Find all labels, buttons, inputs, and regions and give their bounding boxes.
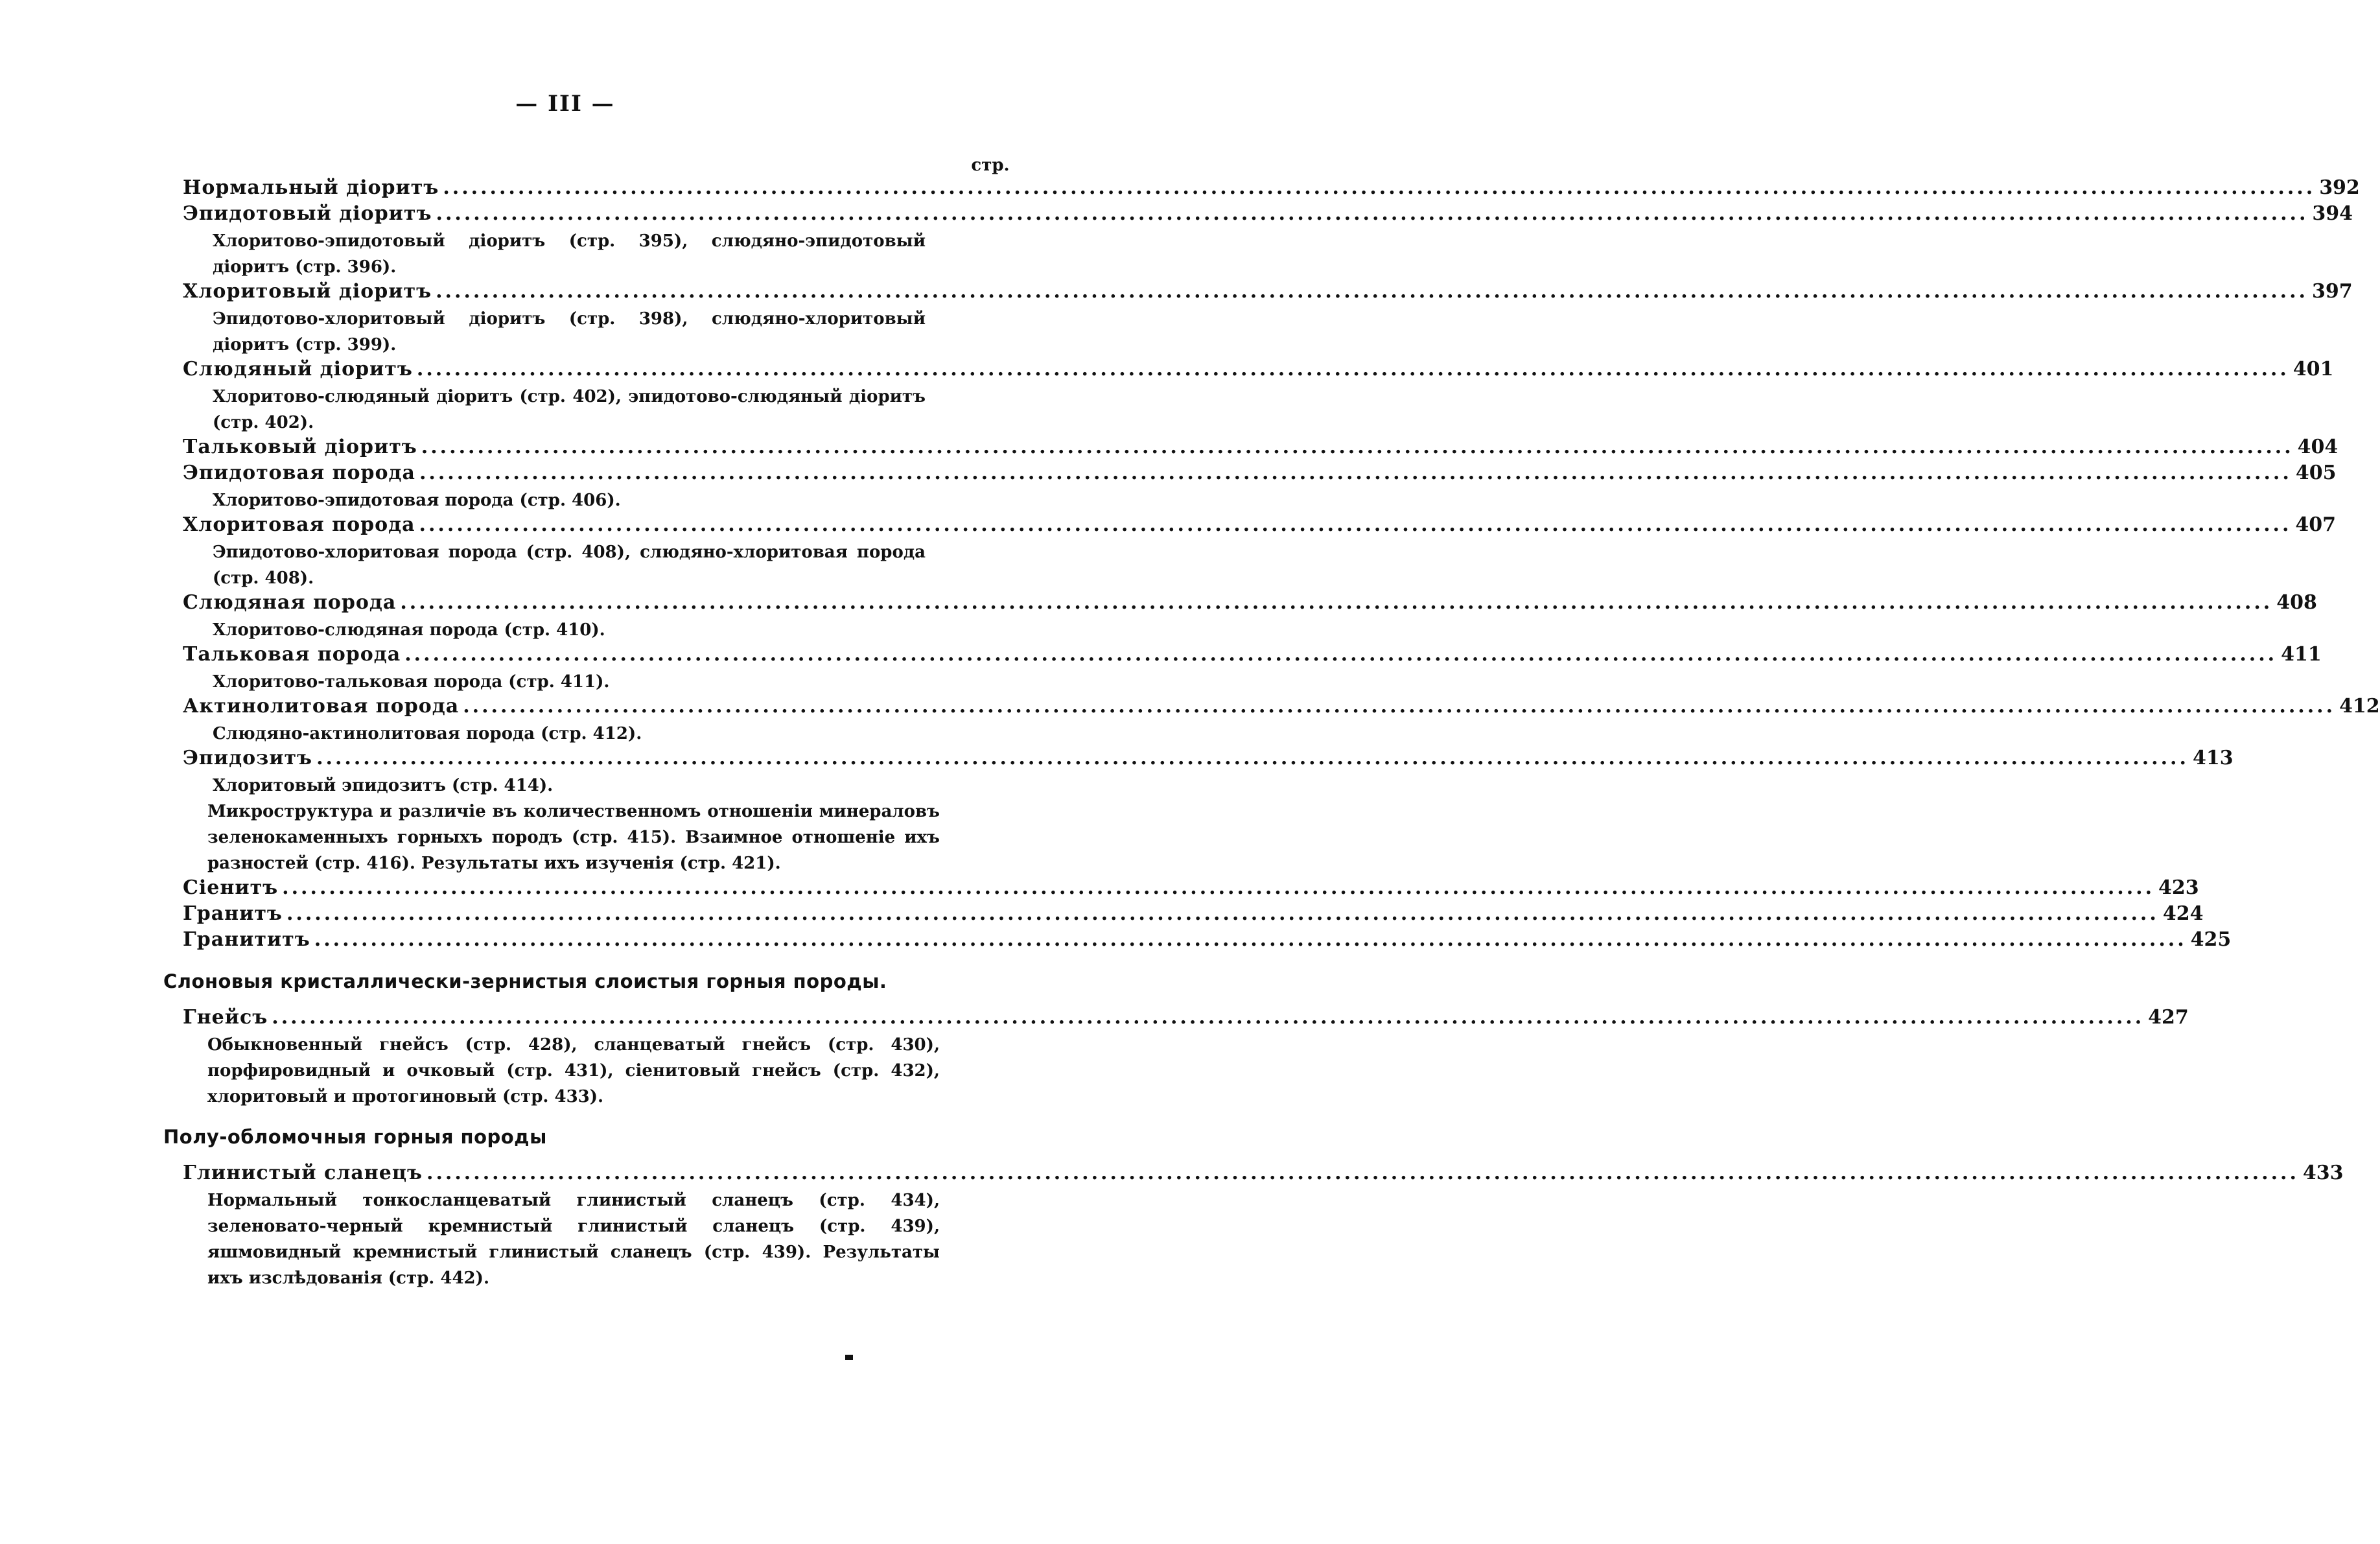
leader-dots: ........................................................................................................................................................................................................ bbox=[400, 591, 2273, 614]
toc-entry bbox=[183, 695, 2380, 721]
toc-entry-page: 433 bbox=[2302, 1162, 2344, 1184]
toc-entry-title: Гранититъ bbox=[183, 928, 310, 951]
toc-entry-page: 423 bbox=[2158, 876, 2199, 899]
toc-entry bbox=[183, 902, 2204, 928]
leader-dots: ........................................................................................................................................................................................................ bbox=[404, 643, 2278, 666]
toc-entry-page: 405 bbox=[2295, 462, 2337, 484]
toc-entry-page: 408 bbox=[2276, 591, 2317, 614]
toc-entry-page: 425 bbox=[2190, 928, 2232, 951]
toc-entry-page: 411 bbox=[2281, 643, 2322, 666]
table-of-contents bbox=[163, 176, 2380, 1291]
toc-entry bbox=[183, 358, 2334, 384]
leader-dots: ........................................................................................................................................................................................................ bbox=[426, 1162, 2299, 1184]
toc-sub-entry: Нормальный тонкосланцеватый глинистый сланецъ (стр. 434), зеленовато-черный кремнистый глинистый сланецъ (стр. 439), яшмовидный кремнистый глинистый сланецъ (стр. 439). Результаты ихъ изслѣдованія (стр. 442). bbox=[207, 1191, 940, 1288]
toc-main-list bbox=[183, 176, 2380, 954]
toc-entry bbox=[183, 436, 2339, 462]
toc-entry-page: 424 bbox=[2162, 902, 2204, 925]
toc-entry-page: 392 bbox=[2319, 176, 2360, 199]
toc-entry-title: Эпидозитъ bbox=[183, 747, 313, 769]
toc-entry-page: 412 bbox=[2339, 695, 2380, 718]
toc-entry bbox=[183, 591, 2317, 617]
toc-section1-list bbox=[183, 1006, 2189, 1110]
toc-sub-entry: Микроструктура и различіе въ количественномъ отношеніи минераловъ зеленокаменныхъ горныхъ породъ (стр. 415). Взаимное отношеніе ихъ разностей (стр. 416). Результаты ихъ изученія (стр. 421). bbox=[207, 802, 940, 873]
leader-dots: ........................................................................................................................................................................................................ bbox=[443, 176, 2316, 199]
toc-entry-title: Эпидотовый діоритъ bbox=[183, 202, 432, 225]
toc-entry-page: 413 bbox=[2192, 747, 2234, 769]
leader-dots: ........................................................................................................................................................................................................ bbox=[416, 358, 2289, 380]
toc-entry-title: Глинистый сланецъ bbox=[183, 1162, 423, 1184]
leader-dots: ........................................................................................................................................................................................................ bbox=[316, 747, 2189, 769]
toc-sub-entry: Обыкновенный гнейсъ (стр. 428), сланцеватый гнейсъ (стр. 430), порфировидный и очковый (стр. 431), сіенитовый гнейсъ (стр. 432), хлоритовый и протогиновый (стр. 433). bbox=[207, 1035, 940, 1106]
toc-entry-title: Слюдяная порода bbox=[183, 591, 397, 614]
toc-entry-title: Тальковая порода bbox=[183, 643, 401, 666]
toc-entry-title: Эпидотовая порода bbox=[183, 462, 415, 484]
toc-sub-entry: Слюдяно-актинолитовая порода (стр. 412). bbox=[213, 724, 642, 743]
print-mark bbox=[845, 1355, 853, 1360]
leader-dots: ........................................................................................................................................................................................................ bbox=[314, 928, 2187, 951]
toc-entry bbox=[183, 462, 2337, 487]
toc-entry-title: Нормальный діоритъ bbox=[183, 176, 439, 199]
toc-sub-entry: Хлоритово-тальковая порода (стр. 411). bbox=[213, 672, 610, 692]
toc-entry bbox=[183, 202, 2353, 228]
toc-entry bbox=[183, 1006, 2189, 1032]
toc-entry-page: 427 bbox=[2148, 1006, 2189, 1029]
toc-entry-title: Актинолитовая порода bbox=[183, 695, 460, 718]
toc-sub-entry: Хлоритово-слюдяная порода (стр. 410). bbox=[213, 620, 605, 640]
leader-dots: ........................................................................................................................................................................................................ bbox=[463, 695, 2336, 718]
section-heading-layered: Слоновыя кристаллически-зернистыя слоистыя горныя породы. bbox=[163, 970, 887, 992]
leader-dots: ........................................................................................................................................................................................................ bbox=[282, 876, 2155, 899]
toc-section2-list bbox=[183, 1162, 2344, 1291]
toc-entry-page: 394 bbox=[2312, 202, 2353, 225]
toc-sub-entry: Хлоритово-эпидотовая порода (стр. 406). bbox=[213, 491, 621, 510]
toc-entry-page: 397 bbox=[2311, 280, 2353, 303]
leader-dots: ........................................................................................................................................................................................................ bbox=[421, 436, 2294, 458]
toc-entry-page: 407 bbox=[2295, 513, 2337, 536]
toc-entry bbox=[183, 1162, 2344, 1187]
toc-sub-entry: Хлоритовый эпидозитъ (стр. 414). bbox=[213, 776, 554, 795]
leader-dots: ........................................................................................................................................................................................................ bbox=[286, 902, 2159, 925]
toc-entry-title: Гранитъ bbox=[183, 902, 283, 925]
leader-dots: ........................................................................................................................................................................................................ bbox=[436, 202, 2309, 225]
toc-sub-entry: Эпидотово-хлоритовая порода (стр. 408), слюдяно-хлоритовая порода (стр. 408). bbox=[213, 543, 926, 588]
toc-entry bbox=[183, 876, 2199, 902]
toc-entry bbox=[183, 747, 2234, 773]
section-gap bbox=[183, 997, 1016, 1006]
toc-sub-entry: Хлоритово-эпидотовый діоритъ (стр. 395), слюдяно-эпидотовый діоритъ (стр. 396). bbox=[213, 231, 926, 277]
section-heading-clastic: Полу-обломочныя горныя породы bbox=[163, 1126, 547, 1148]
toc-sub-entry: Хлоритово-слюдяный діоритъ (стр. 402), эпидотово-слюдяный діоритъ (стр. 402). bbox=[213, 387, 926, 432]
toc-entry-title: Гнейсъ bbox=[183, 1006, 268, 1029]
toc-entry-page: 404 bbox=[2297, 436, 2339, 458]
toc-entry-title: Хлоритовая порода bbox=[183, 513, 415, 536]
toc-entry-page: 401 bbox=[2292, 358, 2334, 380]
leader-dots: ........................................................................................................................................................................................................ bbox=[419, 462, 2292, 484]
toc-entry-title: Сіенитъ bbox=[183, 876, 279, 899]
page-header: — III — bbox=[515, 91, 615, 117]
leader-dots: ........................................................................................................................................................................................................ bbox=[419, 513, 2292, 536]
leader-dots: ........................................................................................................................................................................................................ bbox=[436, 280, 2308, 303]
toc-entry-title: Хлоритовый діоритъ bbox=[183, 280, 432, 303]
leader-dots: ........................................................................................................................................................................................................ bbox=[272, 1006, 2145, 1029]
toc-entry-title: Тальковый діоритъ bbox=[183, 436, 417, 458]
toc-entry bbox=[183, 513, 2337, 539]
toc-entry bbox=[183, 176, 2360, 202]
page-column-label: стр. bbox=[971, 156, 1010, 175]
section-gap bbox=[183, 1152, 1016, 1162]
toc-entry bbox=[183, 280, 2353, 306]
toc-sub-entry: Эпидотово-хлоритовый діоритъ (стр. 398), слюдяно-хлоритовый діоритъ (стр. 399). bbox=[213, 309, 926, 355]
toc-entry bbox=[183, 928, 2232, 954]
toc-entry bbox=[183, 643, 2322, 669]
toc-entry-title: Слюдяный діоритъ bbox=[183, 358, 413, 380]
